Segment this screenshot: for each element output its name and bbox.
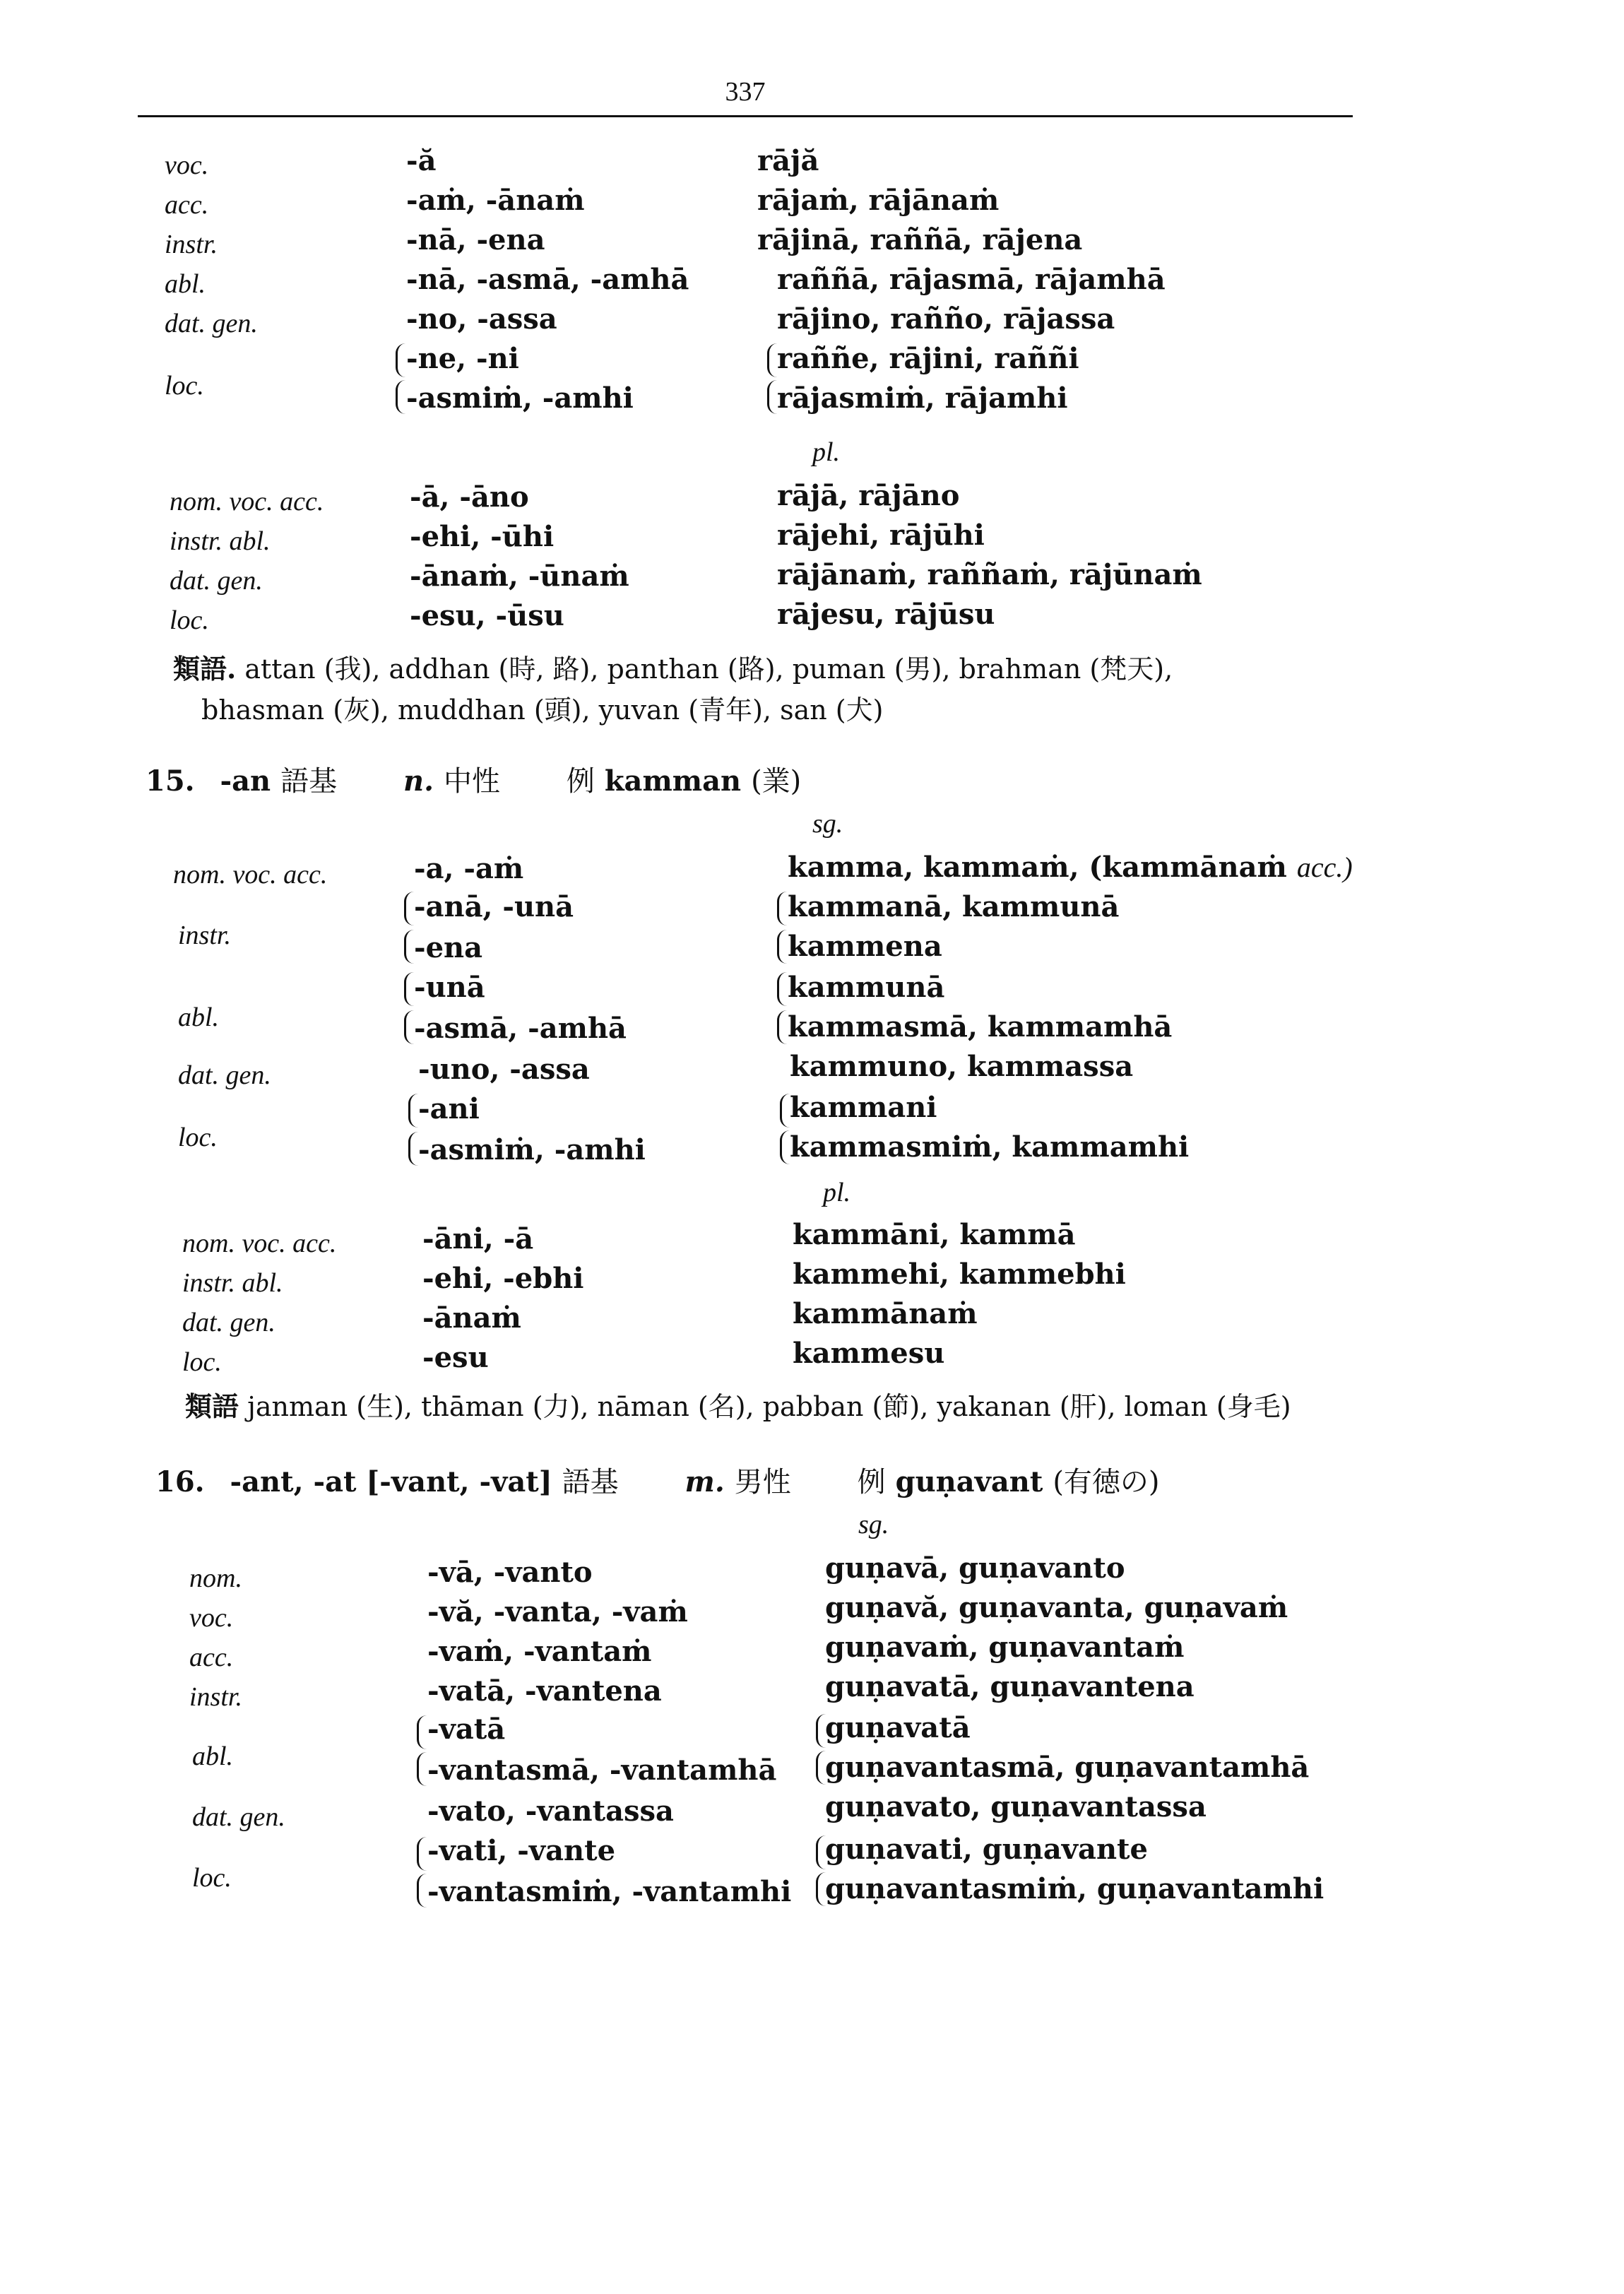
- example-word: kamman: [604, 764, 742, 798]
- word-form: rājā, rājāno: [777, 479, 960, 512]
- ending: -ne, -ni: [406, 342, 519, 375]
- case-label: nom. voc. acc.: [173, 860, 328, 889]
- word-form: guṇavantasmiṁ, guṇavantamhi: [825, 1872, 1324, 1905]
- ending: -vatā, -vantena: [427, 1674, 662, 1708]
- plural-label: pl.: [812, 437, 841, 467]
- case-label: loc.: [165, 371, 204, 401]
- example-word: guṇavant: [895, 1465, 1043, 1498]
- singular-label: sg.: [858, 1510, 889, 1539]
- gender-abbr: n.: [403, 764, 434, 798]
- case-label: loc.: [170, 605, 209, 635]
- plural-label: pl.: [823, 1178, 851, 1207]
- case-label: dat. gen.: [178, 1060, 271, 1090]
- case-label: dat. gen.: [182, 1308, 275, 1337]
- word-form: kammani: [790, 1091, 937, 1124]
- synonyms-line: [185, 1385, 1291, 1424]
- ending: -asmiṁ, -amhi: [418, 1133, 646, 1166]
- synonyms-text: attan (我), addhan (時, 路), panthan (路), puman (男), brahman (梵天),: [244, 654, 1173, 685]
- word-form: [788, 851, 1353, 884]
- case-label: abl.: [192, 1742, 234, 1771]
- ending: -uno, -assa: [418, 1053, 590, 1086]
- word-form: guṇavatā: [825, 1711, 971, 1744]
- case-label: voc.: [165, 150, 209, 180]
- word-form: rājesu, rājūsu: [777, 598, 995, 631]
- header-rule: [138, 115, 1353, 117]
- case-label: nom.: [189, 1563, 242, 1593]
- word-form: rājaṁ, rājānaṁ: [757, 184, 1000, 217]
- word-form: guṇavă, guṇavanta, guṇavaṁ: [825, 1591, 1288, 1624]
- case-label: acc.: [165, 190, 209, 220]
- word-form: rājă: [757, 144, 819, 177]
- example-gloss: (業): [751, 765, 802, 798]
- case-label: dat. gen.: [192, 1802, 285, 1832]
- synonyms-text: janman (生), thāman (力), nāman (名), pabban (節), yakanan (肝), loman (身毛): [247, 1391, 1291, 1422]
- ending: -ānaṁ: [422, 1301, 521, 1335]
- section-15-heading: [146, 759, 801, 799]
- ending: -a, -aṁ: [414, 852, 524, 885]
- form-note: acc.): [1296, 851, 1353, 883]
- ending: -no, -assa: [406, 302, 557, 336]
- section-stem: -ant, -at [-vant, -vat]: [230, 1465, 552, 1498]
- synonyms-label: 類語: [185, 1390, 239, 1422]
- ending: -aṁ, -ānaṁ: [406, 184, 585, 217]
- case-label: instr. abl.: [182, 1268, 283, 1298]
- example-label: 例: [857, 1466, 886, 1498]
- word-form: kammāni, kammā: [793, 1218, 1076, 1251]
- case-label: loc.: [192, 1863, 232, 1893]
- ending: -ehi, -ūhi: [410, 520, 555, 553]
- case-label: loc.: [182, 1347, 222, 1377]
- case-label: abl.: [165, 269, 206, 299]
- ending: -vantasmā, -vantamhā: [427, 1754, 777, 1787]
- word-form: kammuno, kammassa: [790, 1050, 1134, 1083]
- ending: -nā, -ena: [406, 223, 545, 256]
- ending: -nā, -asmā, -amhā: [406, 263, 689, 296]
- case-label: acc.: [189, 1643, 234, 1672]
- word-form-text: kamma, kammaṁ, (kammānaṁ: [788, 851, 1287, 884]
- case-label: dat. gen.: [165, 309, 258, 338]
- case-label: loc.: [178, 1123, 218, 1152]
- case-label: nom. voc. acc.: [182, 1229, 337, 1258]
- ending: -asmiṁ, -amhi: [406, 382, 634, 415]
- word-form: kammehi, kammebhi: [793, 1258, 1126, 1291]
- example-gloss: (有徳の): [1053, 1466, 1160, 1498]
- word-form: kammesu: [793, 1337, 945, 1370]
- ending: -unā: [414, 971, 485, 1004]
- ending: -asmā, -amhā: [414, 1012, 627, 1045]
- word-form: rājasmiṁ, rājamhi: [777, 382, 1068, 415]
- ending: -vati, -vante: [427, 1834, 616, 1867]
- page-number: 337: [725, 77, 766, 107]
- stem-label: 語基: [280, 765, 338, 798]
- ending: -āni, -ā: [422, 1222, 534, 1255]
- word-form: rājino, rañño, rājassa: [777, 302, 1115, 336]
- word-form: guṇavato, guṇavantassa: [825, 1790, 1207, 1823]
- ending: -esu: [422, 1341, 489, 1374]
- word-form: guṇavaṁ, guṇavantaṁ: [825, 1631, 1185, 1664]
- synonyms-label: 類語.: [173, 653, 237, 685]
- ending: -ă: [406, 144, 437, 177]
- case-label: instr. abl.: [170, 526, 271, 556]
- case-label: nom. voc. acc.: [170, 487, 324, 516]
- singular-label: sg.: [812, 809, 843, 839]
- ending: -ā, -āno: [410, 480, 529, 514]
- word-form: guṇavā, guṇavanto: [825, 1551, 1125, 1585]
- section-16-heading: [155, 1460, 1160, 1500]
- word-form: rājānaṁ, raññaṁ, rājūnaṁ: [777, 558, 1202, 591]
- word-form: kammena: [788, 930, 942, 963]
- example-label: 例: [566, 765, 595, 798]
- gender-label: 中性: [443, 765, 500, 798]
- case-label: instr.: [178, 921, 231, 950]
- case-label: voc.: [189, 1603, 234, 1633]
- word-form: raññe, rājini, raññi: [777, 342, 1079, 375]
- synonyms-line: [173, 647, 1173, 686]
- ending: -anā, -unā: [414, 890, 574, 923]
- gender-abbr: m.: [684, 1465, 725, 1498]
- section-number: 16.: [155, 1465, 205, 1498]
- case-label: dat. gen.: [170, 566, 263, 596]
- ending: -vā, -vanto: [427, 1556, 593, 1589]
- word-form: guṇavati, guṇavante: [825, 1833, 1148, 1866]
- word-form: guṇavatā, guṇavantena: [825, 1670, 1195, 1703]
- ending: -vatā: [427, 1713, 506, 1746]
- ending: -ena: [414, 931, 483, 964]
- ending: -ehi, -ebhi: [422, 1262, 584, 1295]
- word-form: kammunā: [788, 971, 945, 1004]
- case-label: instr.: [189, 1682, 242, 1712]
- word-form: guṇavantasmā, guṇavantamhā: [825, 1751, 1310, 1784]
- synonyms-line: bhasman (灰), muddhan (頭), yuvan (青年), san (犬): [201, 694, 884, 726]
- word-form: raññā, rājasmā, rājamhā: [777, 263, 1166, 296]
- ending: -vă, -vanta, -vaṁ: [427, 1595, 688, 1628]
- word-form: kammasmā, kammamhā: [788, 1010, 1173, 1043]
- word-form: kammānaṁ: [793, 1297, 978, 1330]
- ending: -ānaṁ, -ūnaṁ: [410, 560, 629, 593]
- gender-label: 男性: [734, 1466, 791, 1498]
- section-number: 15.: [146, 764, 195, 798]
- ending: -vantasmiṁ, -vantamhi: [427, 1875, 792, 1908]
- word-form: kammanā, kammunā: [788, 890, 1120, 923]
- ending: -ani: [418, 1092, 480, 1125]
- case-label: abl.: [178, 1003, 220, 1032]
- word-form: rājinā, raññā, rājena: [757, 223, 1083, 256]
- section-stem: -an: [220, 764, 271, 798]
- stem-label: 語基: [562, 1466, 619, 1498]
- case-label: instr.: [165, 230, 218, 259]
- ending: -esu, -ūsu: [410, 599, 564, 632]
- word-form: rājehi, rājūhi: [777, 519, 985, 552]
- ending: -vaṁ, -vantaṁ: [427, 1635, 652, 1668]
- ending: -vato, -vantassa: [427, 1795, 674, 1828]
- word-form: kammasmiṁ, kammamhi: [790, 1130, 1190, 1164]
